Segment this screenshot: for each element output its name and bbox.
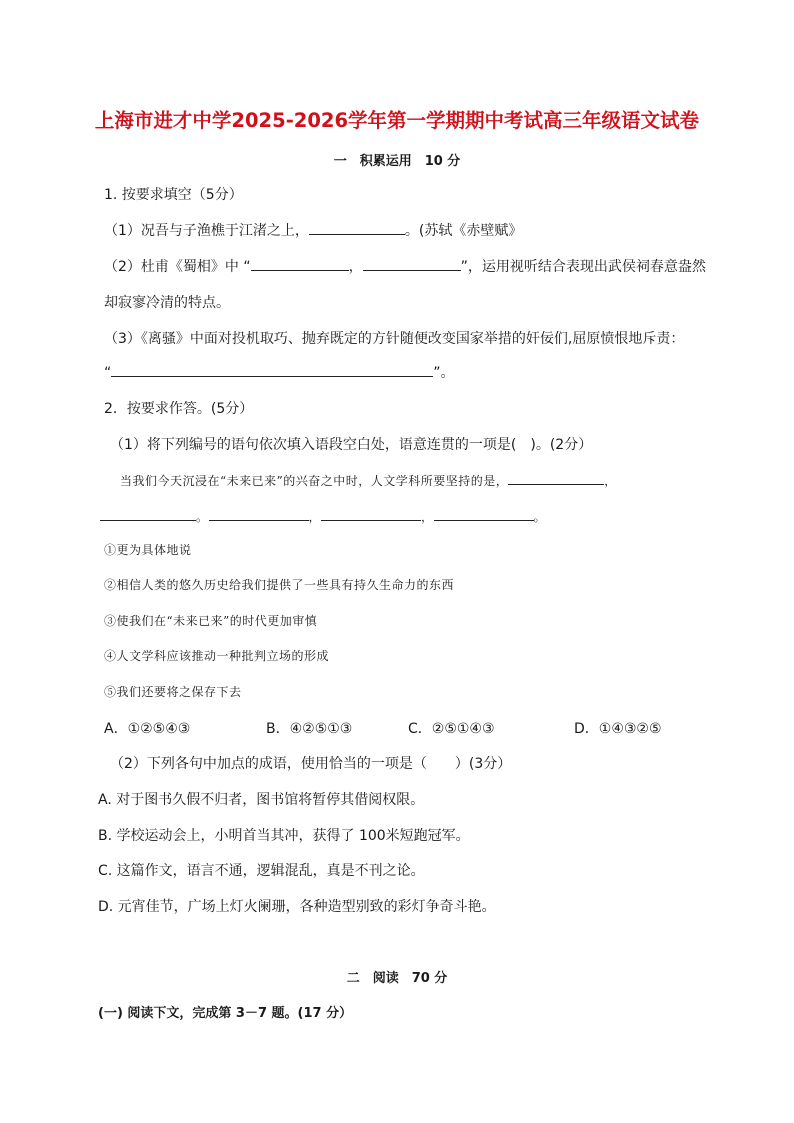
- question-1-item-3: （3）《离骚》中面对投机取巧、抛弃既定的方针随便改变国家举措的奸佞们,屈原愤恨地斥责：: [104, 331, 685, 347]
- passage-comma: ，: [604, 474, 617, 488]
- sentence-item-2: ②相信人类的悠久历史给我们提供了一些具有持久生命力的东西: [104, 578, 455, 592]
- exam-title: 上海市进才中学2025-2026学年第一学期期中考试高三年级语文试卷: [94, 109, 700, 132]
- item-1-text-a: （1）况吾与子渔樵于江渚之上，: [104, 223, 309, 239]
- answer-blank[interactable]: [508, 471, 604, 485]
- passage-text: 当我们今天沉浸在“未来已来”的兴奋之中时，人文学科所要坚持的是，: [120, 474, 509, 488]
- question-1-item-1: [104, 220, 522, 240]
- option-b[interactable]: B．④②⑤①③: [266, 721, 353, 737]
- section-2-heading: 二 阅读 70 分: [346, 971, 448, 986]
- answer-blank[interactable]: [434, 507, 534, 521]
- choice-d[interactable]: D. 元宵佳节，广场上灯火阑珊，各种造型别致的彩灯争奇斗艳。: [98, 899, 496, 915]
- choice-a[interactable]: A. 对于图书久假不归者，图书馆将暂停其借阅权限。: [98, 792, 425, 808]
- answer-blank[interactable]: [100, 507, 196, 521]
- passage-comma: ，: [308, 510, 322, 524]
- passage-line-1: [120, 471, 617, 489]
- item-2-sep: ，: [348, 259, 363, 275]
- passage-period: 。: [196, 510, 209, 524]
- choice-b[interactable]: B. 学校运动会上，小明首当其冲，获得了 100米短跑冠军。: [98, 828, 470, 844]
- item-2-text-b: ”，运用视听结合表现出武侯祠春意盎然: [460, 259, 706, 275]
- question-2-sub-1: （1）将下列编号的语句依次填入语段空白处，语意连贯的一项是( )。(2分）: [110, 437, 593, 453]
- option-a[interactable]: A．①②⑤④③: [104, 721, 191, 737]
- question-1-heading: 1. 按要求填空（5分）: [104, 187, 243, 203]
- question-2-heading: 2．按要求作答。(5分）: [104, 401, 254, 417]
- question-1-item-3-answer: [104, 362, 455, 382]
- answer-blank[interactable]: [363, 257, 461, 271]
- passage-line-2: [100, 507, 546, 525]
- sentence-item-3: ③使我们在“未来已来”的时代更加审慎: [104, 614, 318, 628]
- open-quote: “: [104, 365, 112, 381]
- passage-period: 。: [533, 510, 547, 524]
- reading-part-1-heading: (一) 阅读下文，完成第 3－7 题。(17 分）: [98, 1006, 353, 1021]
- passage-comma: ，: [421, 510, 434, 524]
- item-2-text-a: （2）杜甫《蜀相》中 “: [104, 259, 251, 275]
- close-quote: ”。: [433, 365, 455, 381]
- option-d[interactable]: D．①④③②⑤: [574, 721, 662, 737]
- answer-blank[interactable]: [309, 221, 405, 235]
- question-2-sub-2: （2）下列各句中加点的成语，使用恰当的一项是（ ）(3分）: [110, 756, 512, 772]
- question-1-item-2-cont: 却寂寥冷清的特点。: [104, 295, 230, 311]
- sentence-item-1: ①更为具体地说: [104, 543, 192, 557]
- answer-blank[interactable]: [321, 507, 421, 521]
- answer-blank[interactable]: [251, 257, 349, 271]
- option-c[interactable]: C．②⑤①④③: [408, 721, 495, 737]
- question-1-item-2: [104, 256, 706, 276]
- choice-c[interactable]: C. 这篇作文，语言不通，逻辑混乱，真是不刊之论。: [98, 863, 425, 879]
- sentence-item-4: ④人文学科应该推动一种批判立场的形成: [104, 649, 330, 663]
- answer-blank[interactable]: [111, 363, 433, 377]
- answer-blank[interactable]: [209, 507, 309, 521]
- sentence-item-5: ⑤我们还要将之保存下去: [104, 685, 242, 699]
- item-1-text-b: 。(苏轼《赤壁赋》: [404, 223, 523, 239]
- section-1-heading: 一 积累运用 10 分: [333, 154, 461, 169]
